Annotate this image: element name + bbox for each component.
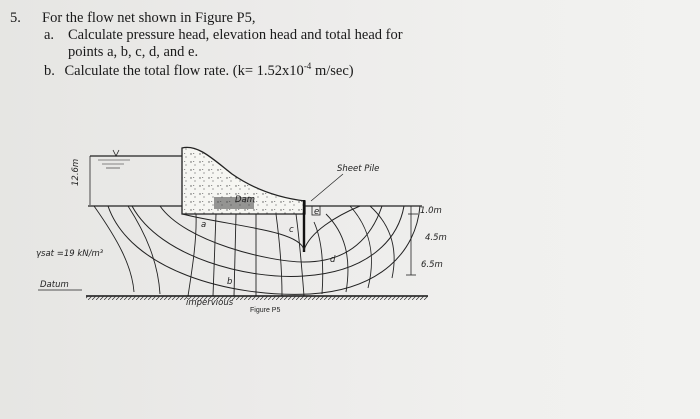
sheet-pile-label: Sheet Pile bbox=[337, 164, 380, 174]
dim-6-5-label: 6.5m bbox=[421, 260, 443, 270]
part-b-exponent: -4 bbox=[303, 61, 312, 72]
figure-caption: Figure P5 bbox=[250, 307, 281, 314]
sheet-pile-leader bbox=[311, 174, 343, 201]
impervious-label: impervious bbox=[186, 298, 234, 308]
part-a-text-line2: points a, b, c, d, and e. bbox=[68, 44, 199, 60]
dam-label: Dam bbox=[235, 195, 256, 205]
part-b-text: Calculate the total flow rate. (k= 1.52x10 bbox=[64, 63, 304, 79]
right-dimension-lines bbox=[405, 206, 418, 275]
point-e-label: e bbox=[314, 207, 320, 217]
upstream-water bbox=[90, 150, 182, 205]
problem-number: 5. bbox=[10, 10, 21, 26]
part-b-letter: b. bbox=[44, 63, 55, 79]
problem-stem: For the flow net shown in Figure P5, bbox=[42, 10, 256, 26]
impervious-hatch bbox=[86, 296, 428, 300]
dim-left-label: 12.6m bbox=[71, 158, 81, 186]
point-d-label: d bbox=[330, 255, 336, 265]
part-b-unit: m/sec) bbox=[311, 63, 354, 79]
flow-lines bbox=[108, 206, 420, 294]
point-b-label: b bbox=[227, 277, 233, 287]
part-a-text-line1: Calculate pressure head, elevation head and total head for bbox=[68, 27, 403, 43]
datum-label: Datum bbox=[40, 280, 69, 290]
dim-1-label: 1.0m bbox=[420, 206, 442, 216]
point-c-label: c bbox=[289, 225, 294, 235]
dim-4-5-label: 4.5m bbox=[425, 233, 447, 243]
unit-weight-label: γsat =19 kN/m³ bbox=[36, 249, 104, 259]
part-a-letter: a. bbox=[44, 27, 55, 43]
point-a-label: a bbox=[201, 220, 207, 230]
